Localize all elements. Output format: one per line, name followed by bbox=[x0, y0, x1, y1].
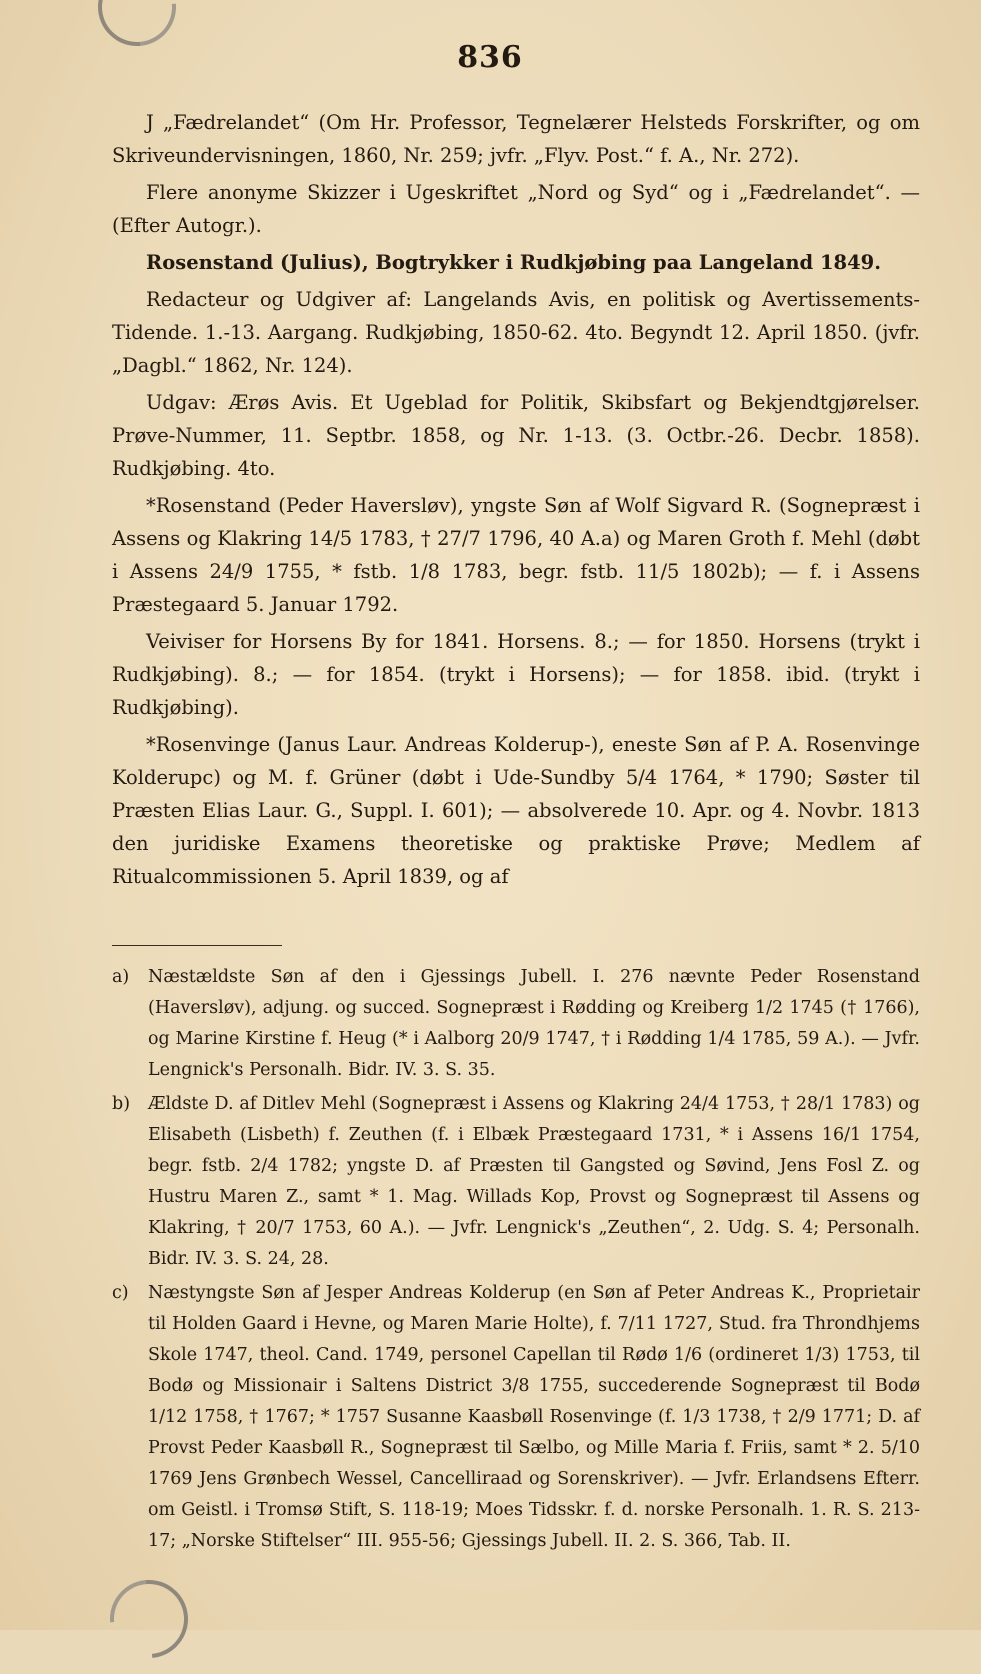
binding-ring-top bbox=[82, 0, 192, 62]
footnote-text: Ældste D. af Ditlev Mehl (Sognepræst i Assens og Klakring 24/4 1753, † 28/1 1783) og Elisabeth (Lisbeth) f. Zeuthen (f. i Elbæk Præstegaard 1731, * i Assens 16/1 1754, begr. fstb. 2/4 1782; yngste D. af Præsten til Gangsted og Søvind, Jens Fosl Z. og Hustru Maren Z., samt * 1. Mag. Willads Kop, Provst og Sognepræst til Assens og Klakring, † 20/7 1753, 60 A.). — Jvfr. Lengnick's „Zeuthen“, 2. Udg. S. 4; Personalh. Bidr. IV. 3. S. 24, 28. bbox=[148, 1094, 920, 1269]
footnote-text: Næstældste Søn af den i Gjessings Jubell. I. 276 nævnte Peder Rosenstand (Haversløv), adjung. og succed. Sognepræst i Rødding og Kreiberg 1/2 1745 († 1766), og Marine Kirstine f. Heug (* i Aalborg 20/9 1747, † i Rødding 1/4 1785, 59 A.). — Jvfr. Lengnick's Personalh. Bidr. IV. 3. S. 35. bbox=[148, 967, 920, 1080]
entry-heading-julius-rosenstand: Rosenstand (Julius), Bogtrykker i Rudkjøbing paa Langeland 1849. bbox=[146, 251, 882, 274]
paragraph-aeroes-avis: Udgav: Ærøs Avis. Et Ugeblad for Politik, Skibsfart og Bekjendtgjørelser. Prøve-Nummer, 11. Septbr. 1858, og Nr. 1-13. (3. Octbr.-26. Decbr. 1858). Rudkjøbing. 4to. bbox=[112, 391, 920, 480]
paragraph-veiviser-horsens: Veiviser for Horsens By for 1841. Horsens. 8.; — for 1850. Horsens (trykt i Rudkjøbing). 8.; — for 1854. (trykt i Horsens); — for 1858. ibid. (trykt i Rudkjøbing). bbox=[112, 630, 920, 719]
footnote-label: b) bbox=[112, 1094, 131, 1114]
footnote-divider bbox=[112, 945, 282, 946]
entry-peder-rosenstand: *Rosenstand (Peder Haversløv), yngste Søn af Wolf Sigvard R. (Sognepræst i Assens og Klakring 14/5 1783, † 27/7 1796, 40 A.a) og Maren Groth f. Mehl (døbt i Assens 24/9 1755, * fstb. 1/8 1783, begr. fstb. 11/5 1802b); — f. i Assens Præstegaard 5. Januar 1792. bbox=[112, 494, 920, 616]
binding-ring-bottom bbox=[94, 1564, 204, 1674]
footnotes bbox=[112, 962, 920, 1560]
footnote-label: c) bbox=[112, 1283, 129, 1303]
footnote-a bbox=[112, 962, 920, 1086]
page-number: 836 bbox=[457, 40, 523, 75]
footnote-b bbox=[112, 1089, 920, 1275]
entry-rosenvinge: *Rosenvinge (Janus Laur. Andreas Kolderup-), eneste Søn af P. A. Rosenvinge Kolderupc) og M. f. Grüner (døbt i Ude-Sundby 5/4 1764, * 1790; Søster til Præsten Elias Laur. G., Suppl. I. 601); — absolverede 10. Apr. og 4. Novbr. 1813 den juridiske Examens theoretiske og praktiske Prøve; Medlem af Ritualcommissionen 5. April 1839, og af bbox=[112, 733, 920, 888]
paragraph-skizzer: Flere anonyme Skizzer i Ugeskriftet „Nord og Syd“ og i „Fædrelandet“. — (Efter Autogr.). bbox=[112, 181, 920, 237]
paragraph-langelands-avis: Redacteur og Udgiver af: Langelands Avis, en politisk og Avertissements-Tidende. 1.-13. Aargang. Rudkjøbing, 1850-62. 4to. Begyndt 12. April 1850. (jvfr. „Dagbl.“ 1862, Nr. 124). bbox=[112, 288, 920, 377]
footnote-c bbox=[112, 1278, 920, 1557]
footnote-text: Næstyngste Søn af Jesper Andreas Kolderup (en Søn af Peter Andreas K., Proprietair til Holden Gaard i Hevne, og Maren Marie Holte), f. 7/11 1727, Stud. fra Throndhjems Skole 1747, theol. Cand. 1749, personel Capellan til Rødø 1/6 (ordineret 1/3) 1753, til Bodø og Missionair i Saltens District 3/8 1755, succederende Sognepræst til Bodø 1/12 1758, † 1767; * 1757 Susanne Kaasbøll Rosenvinge (f. 1/3 1738, † 2/9 1771; D. af Provst Peder Kaasbøll R., Sognepræst til Sælbo, og Mille Maria f. Friis, samt * 2. 5/10 1769 Jens Grønbech Wessel, Cancelliraad og Sorenskriver). — Jvfr. Erlandsens Efterr. om Geistl. i Tromsø Stift, S. 118-19; Moes Tidsskr. f. d. norske Personalh. 1. R. S. 213-17; „Norske Stiftelser“ III. 955-56; Gjessings Jubell. II. 2. S. 366, Tab. II. bbox=[148, 1283, 920, 1551]
paragraph-faedrelandet: J „Fædrelandet“ (Om Hr. Professor, Tegnelærer Helsteds Forskrifter, og om Skriveundervisningen, 1860, Nr. 259; jvfr. „Flyv. Post.“ f. A., Nr. 272). bbox=[112, 111, 920, 167]
footnote-label: a) bbox=[112, 967, 130, 987]
main-text bbox=[112, 106, 920, 897]
